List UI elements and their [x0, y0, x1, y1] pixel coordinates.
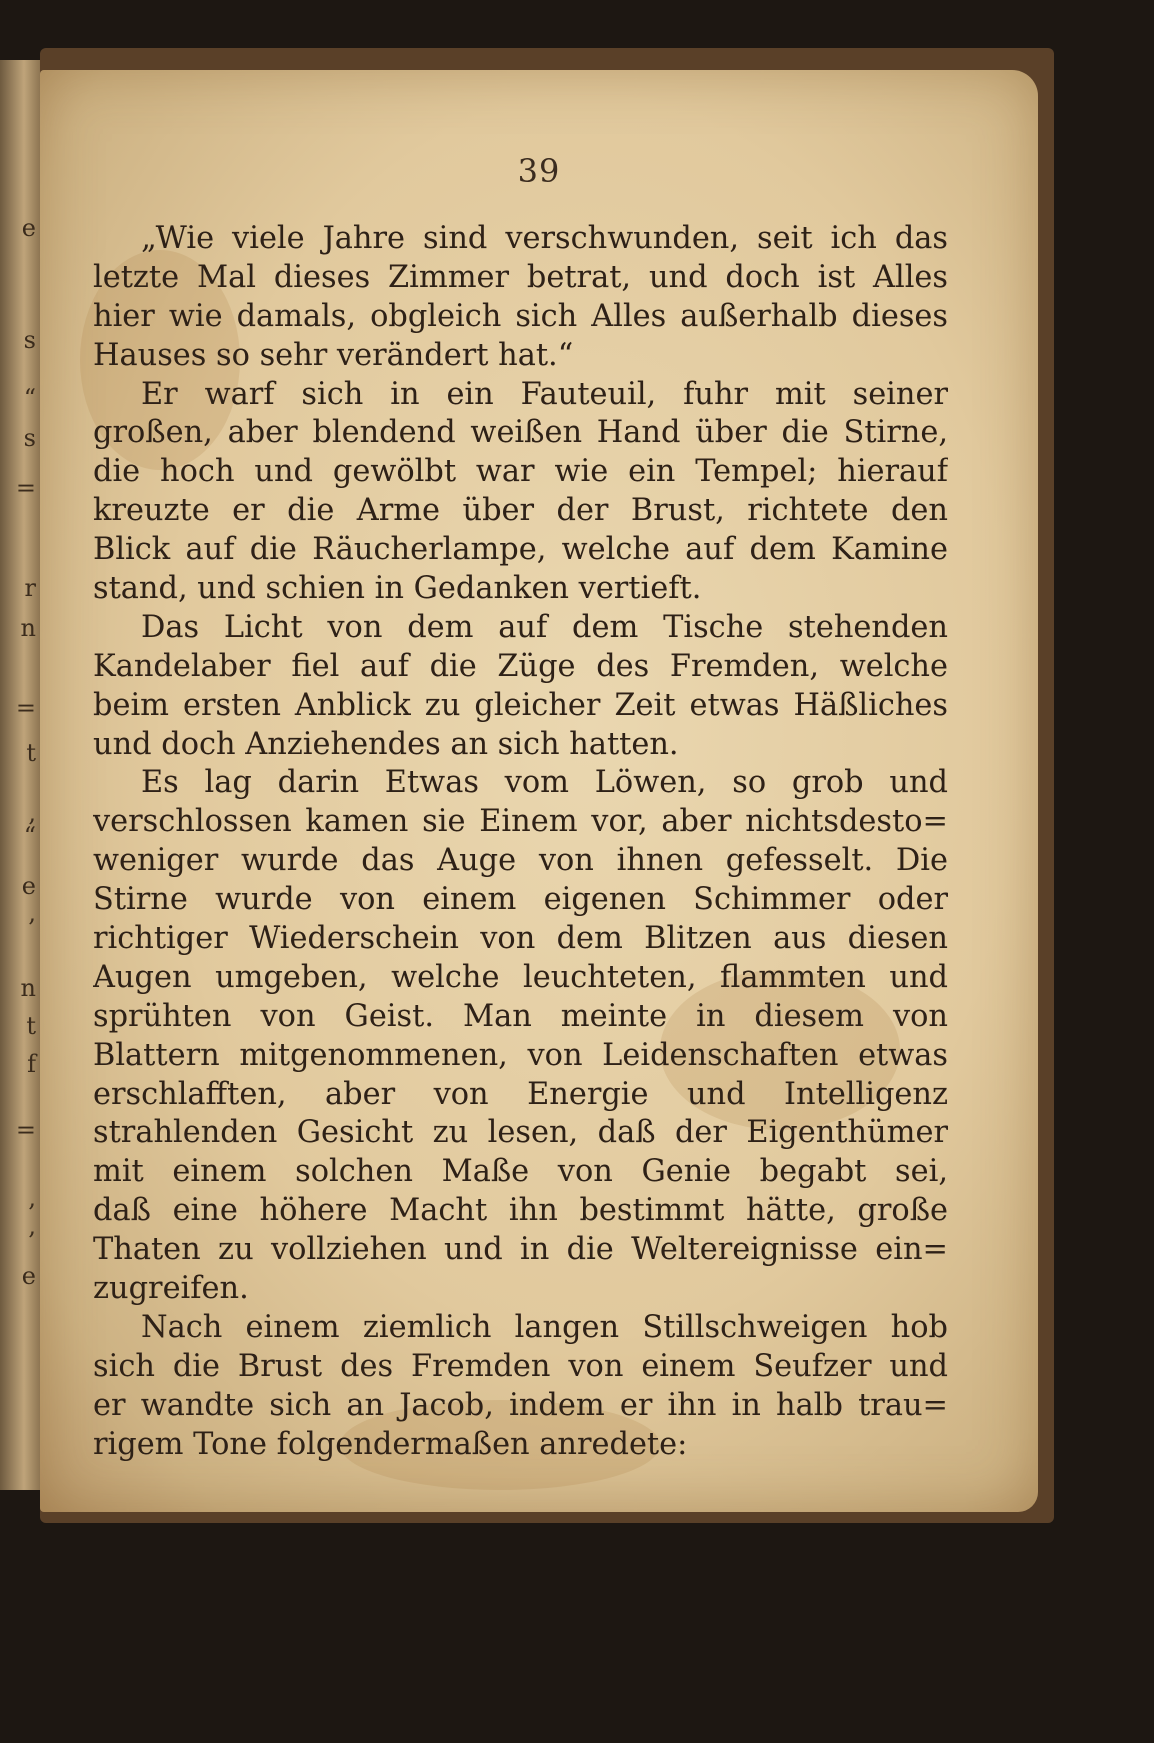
facing-page-fragment: t — [26, 1012, 36, 1040]
facing-page-fragment: n — [20, 974, 36, 1002]
text-line: Stirne wurde von einem eigenen Schimmer oder — [93, 882, 948, 918]
facing-page-fragment: , — [28, 1184, 36, 1212]
text-line: Blick auf die Räucherlampe, welche auf dem Kamine — [93, 532, 948, 568]
text-line: hier wie damals, obgleich sich Alles außerhalb dieses — [93, 298, 948, 334]
text-line: Nach einem ziemlich langen Stillschweigen hob — [141, 1309, 948, 1345]
page-number: 39 — [517, 152, 561, 190]
text-line: rigem Tone folgendermaßen anredete: — [93, 1426, 688, 1462]
facing-page-fragment: t — [26, 739, 36, 767]
text-line: sprühten von Geist. Man meinte in diesem von — [93, 998, 948, 1034]
body-text — [93, 220, 948, 1465]
facing-page-fragment: = — [15, 694, 36, 722]
text-line: letzte Mal dieses Zimmer betrat, und doch ist Alles — [93, 259, 948, 295]
facing-page-fragment: , — [28, 899, 36, 927]
text-line: erschlafften, aber von Energie und Intelligenz — [93, 1076, 948, 1112]
text-line: und doch Anziehendes an sich hatten. — [93, 726, 679, 762]
facing-page-fragment: r — [24, 574, 36, 602]
facing-page-fragment: = — [15, 474, 36, 502]
text-line: großen, aber blendend weißen Hand über die Stirne, — [93, 415, 948, 451]
text-line: verschlossen kamen sie Einem vor, aber nichtsdesto= — [93, 804, 948, 840]
text-line: Blattern mitgenommenen, von Leidenschaften etwas — [93, 1037, 948, 1073]
text-line: beim ersten Anblick zu gleicher Zeit etwas Häßliches — [93, 687, 948, 723]
facing-page-fragment: s — [23, 326, 36, 354]
facing-page-fragment: e — [21, 214, 36, 242]
text-line: Hauses so sehr verändert hat.“ — [93, 337, 574, 373]
text-line: die hoch und gewölbt war wie ein Tempel; hierauf — [93, 454, 948, 490]
text-line: Es lag darin Etwas vom Löwen, so grob und — [141, 765, 948, 801]
text-line: kreuzte er die Arme über der Brust, richtete den — [93, 493, 948, 529]
text-line: Das Licht von dem auf dem Tische stehenden — [141, 609, 948, 645]
facing-page-fragment: e — [21, 1262, 36, 1290]
facing-page-fragment: , — [28, 1212, 36, 1240]
text-line: sich die Brust des Fremden von einem Seufzer und — [93, 1348, 948, 1384]
facing-page-fragment: = — [15, 1116, 36, 1144]
text-line: zugreifen. — [93, 1271, 249, 1307]
text-line: stand, und schien in Gedanken vertieft. — [93, 571, 702, 607]
facing-page-fragment: , — [28, 799, 36, 827]
text-line: Augen umgeben, welche leuchteten, flammten und — [93, 959, 948, 995]
facing-page-fragment: s — [23, 424, 36, 452]
facing-page-fragment: “ — [23, 822, 36, 850]
text-line: strahlenden Gesicht zu lesen, daß der Eigenthümer — [93, 1115, 948, 1151]
book-page — [40, 70, 1038, 1512]
text-line: richtiger Wiederschein von dem Blitzen aus diesen — [93, 921, 948, 957]
text-line: Er warf sich in ein Fauteuil, fuhr mit seiner — [141, 376, 948, 412]
facing-page-fragment: f — [27, 1050, 36, 1078]
previous-page-edge — [0, 60, 40, 1490]
text-line: weniger wurde das Auge von ihnen gefesselt. Die — [93, 843, 948, 879]
facing-page-fragment: e — [21, 872, 36, 900]
facing-page-fragment: “ — [23, 384, 36, 412]
text-line: er wandte sich an Jacob, indem er ihn in halb trau= — [93, 1387, 948, 1423]
text-line: Kandelaber fiel auf die Züge des Fremden, welche — [93, 648, 948, 684]
facing-page-fragment: n — [20, 614, 36, 642]
text-line: Thaten zu vollziehen und in die Weltereignisse ein= — [93, 1232, 948, 1268]
text-line: mit einem solchen Maße von Genie begabt sei, — [93, 1154, 948, 1190]
text-line: daß eine höhere Macht ihn bestimmt hätte, große — [93, 1193, 948, 1229]
text-line: „Wie viele Jahre sind verschwunden, seit ich das — [141, 221, 948, 256]
